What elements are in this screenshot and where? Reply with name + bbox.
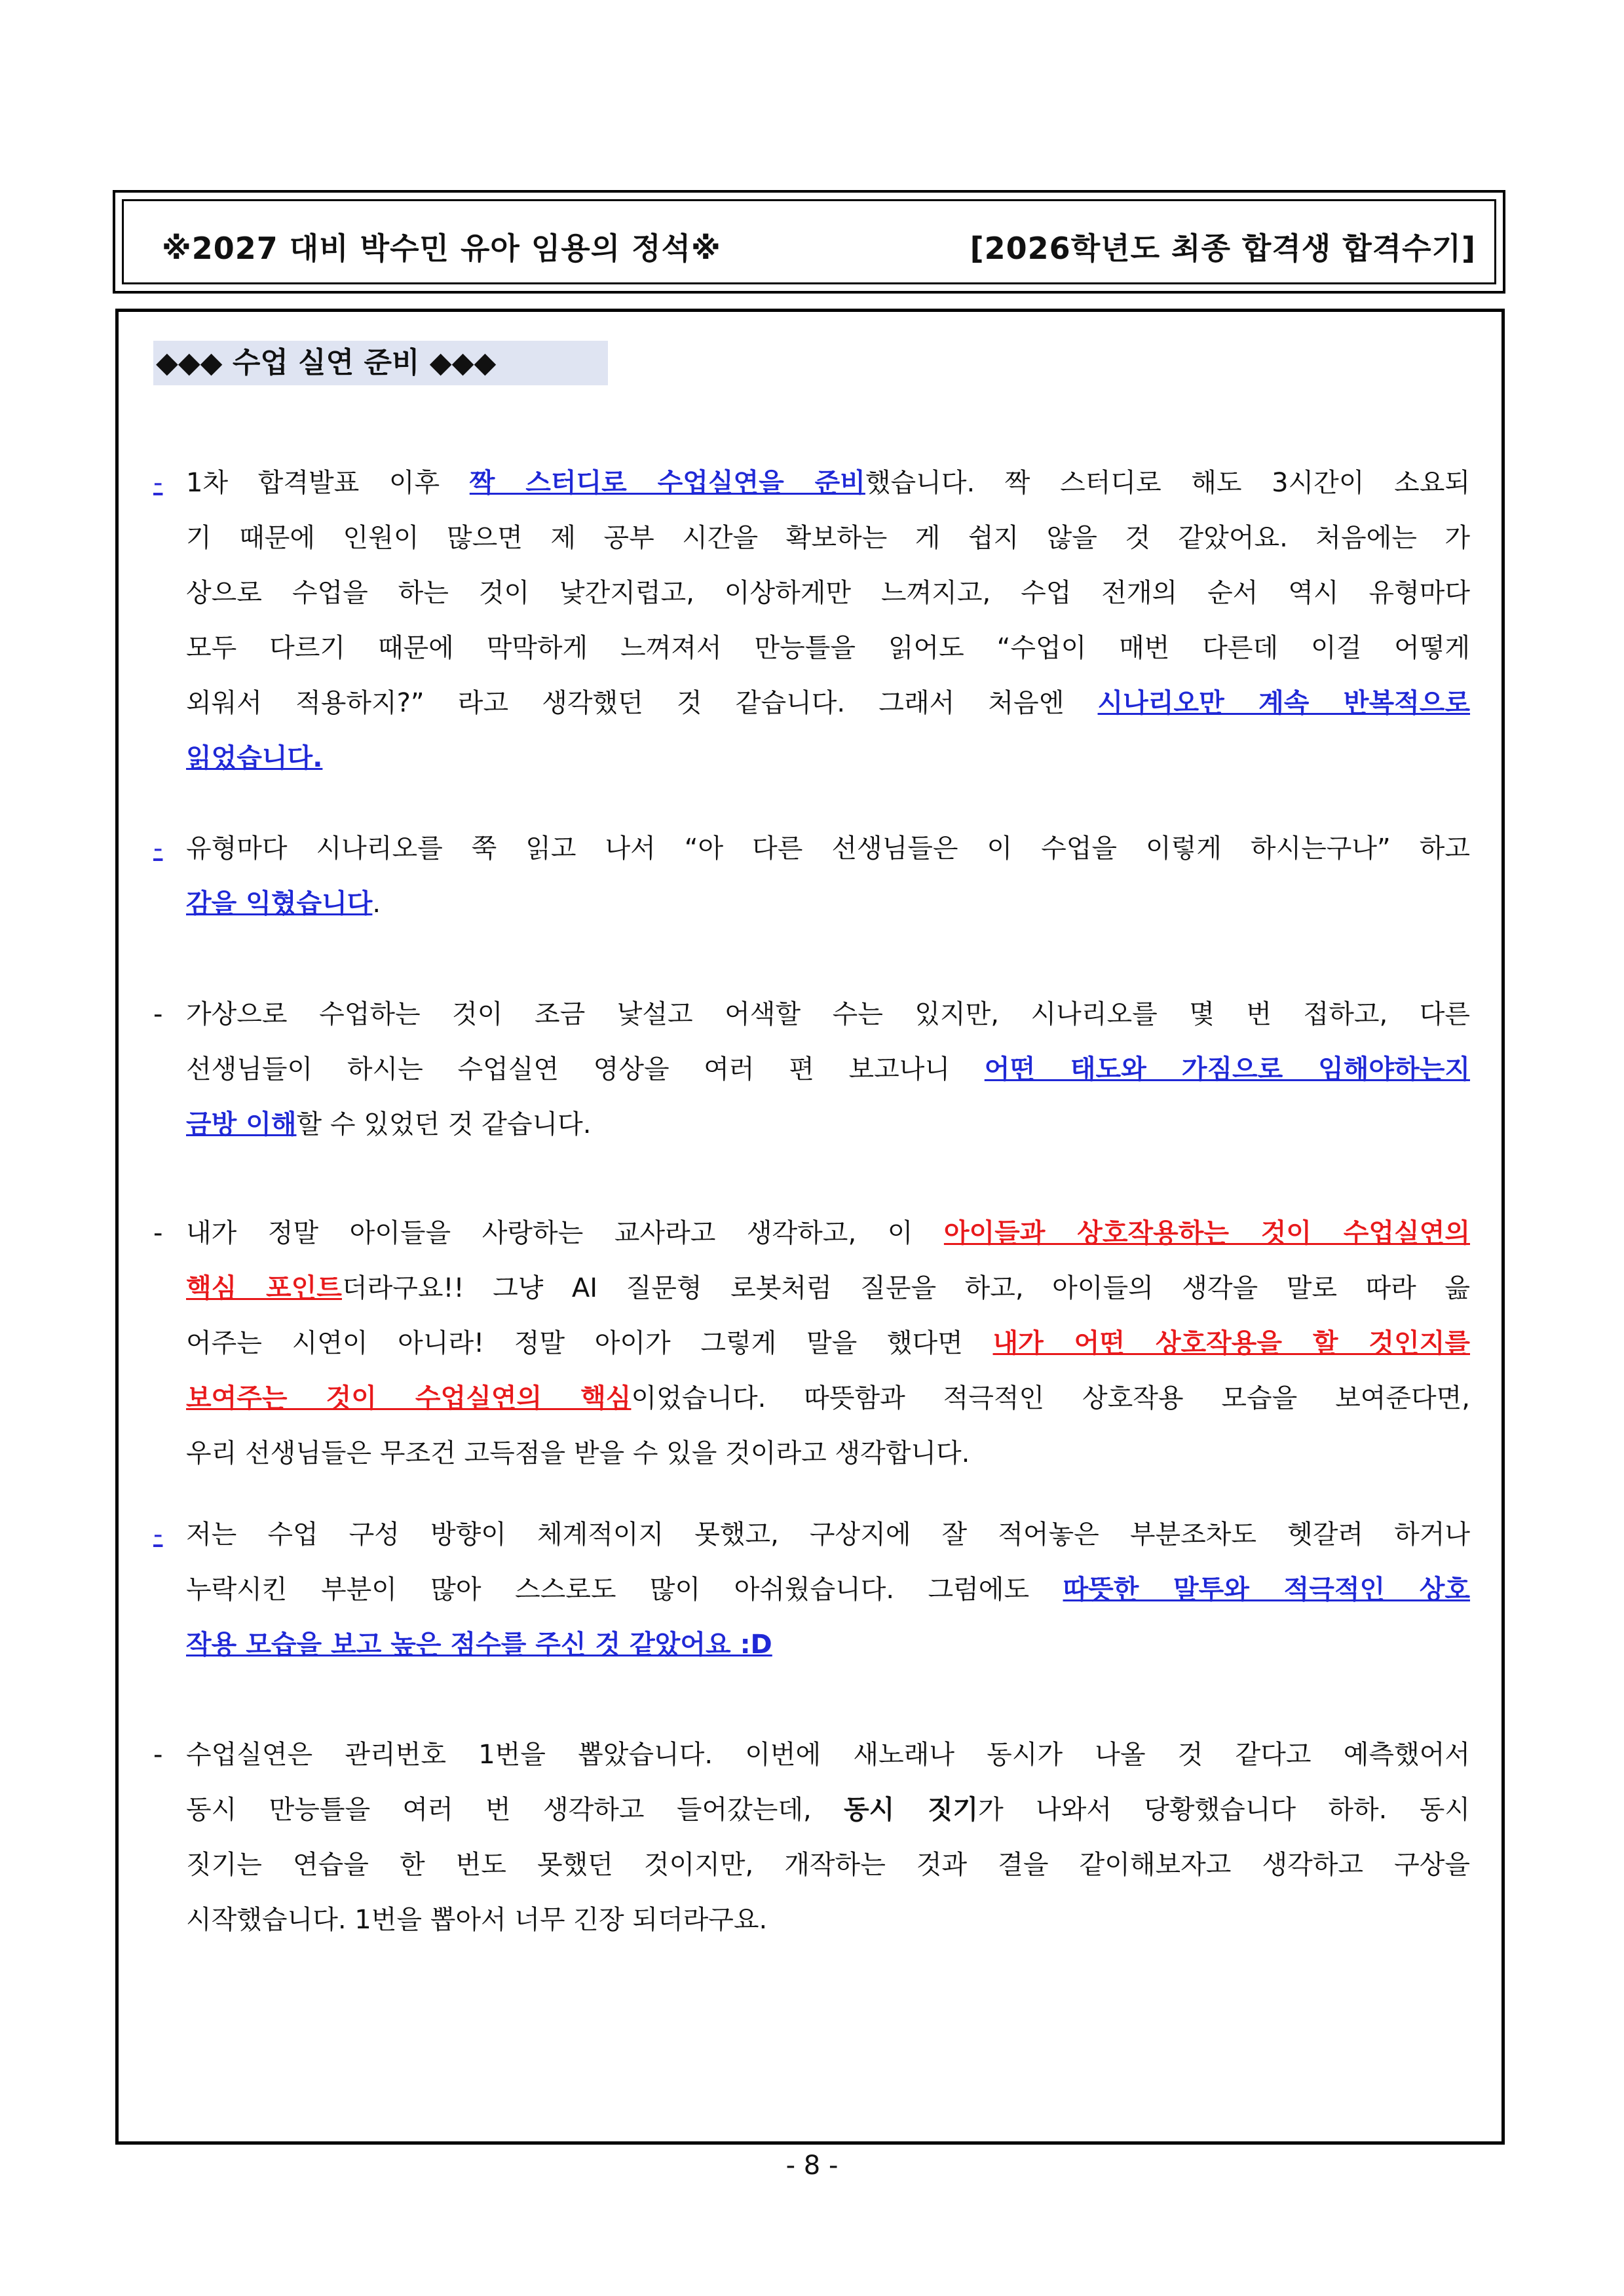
text-line: 내가 정말 아이들을 사랑하는 교사라고 생각하고, 이 아이들과 상호작용하는 것이 수업실연의 bbox=[186, 1218, 1470, 1248]
bullet-marker: - bbox=[153, 468, 163, 498]
bullet-marker: - bbox=[153, 1740, 163, 1770]
bullet-marker: - bbox=[153, 1218, 163, 1248]
text-line: 유형마다 시나리오를 쭉 읽고 나서 “아 다른 선생님들은 이 수업을 이렇게 하시는구나” 하고 bbox=[186, 833, 1470, 864]
text-line: 상으로 수업을 하는 것이 낯간지럽고, 이상하게만 느껴지고, 수업 전개의 순서 역시 유형마다 bbox=[186, 578, 1470, 608]
highlight-red: 보여주는 것이 수업실연의 핵심 bbox=[186, 1383, 632, 1413]
highlight-blue: 금방 이해 bbox=[186, 1109, 297, 1139]
highlight-blue: 따뜻한 말투와 적극적인 상호 bbox=[1063, 1575, 1471, 1605]
bold-text: 동시 짓기 bbox=[844, 1795, 979, 1825]
highlight-blue: 감을 익혔습니다 bbox=[186, 889, 373, 919]
bullet-marker: - bbox=[153, 833, 163, 864]
text-line: 모두 다르기 때문에 막막하게 느껴져서 만능틀을 읽어도 “수업이 매번 다른데 이걸 어떻게 bbox=[186, 633, 1470, 663]
text-line: 보여주는 것이 수업실연의 핵심이었습니다. 따뜻함과 적극적인 상호작용 모습을 보여준다면, bbox=[186, 1383, 1470, 1413]
section-heading: ◆◆◆ 수업 실연 준비 ◆◆◆ bbox=[153, 341, 608, 385]
highlight-blue: 짝 스터디로 수업실연을 준비 bbox=[469, 468, 865, 498]
text-line: 1차 합격발표 이후 짝 스터디로 수업실연을 준비했습니다. 짝 스터디로 해도 3시간이 소요되 bbox=[186, 468, 1470, 498]
text-line: 시작했습니다. 1번을 뽑아서 너무 긴장 되더라구요. bbox=[186, 1905, 768, 1935]
bullet-marker: - bbox=[153, 1520, 163, 1550]
header-box bbox=[113, 190, 1505, 294]
highlight-red: 내가 어떤 상호작용을 할 것인지를 bbox=[992, 1328, 1470, 1358]
highlight-red: 아이들과 상호작용하는 것이 수업실연의 bbox=[943, 1218, 1470, 1248]
highlight-red: 핵심 포인트 bbox=[186, 1273, 342, 1303]
text-line: 금방 이해할 수 있었던 것 같습니다. bbox=[186, 1109, 592, 1139]
highlight-blue: 작용 모습을 보고 높은 점수를 주신 것 같았어요 :D bbox=[186, 1630, 772, 1660]
bullet-marker: - bbox=[153, 999, 163, 1029]
text-line bbox=[186, 731, 1470, 786]
highlight-blue: 시나리오만 계속 반복적으로 bbox=[1097, 688, 1471, 718]
text-line: 선생님들이 하시는 수업실연 영상을 여러 편 보고나니 어떤 태도와 가짐으로 임해야하는지 bbox=[186, 1054, 1470, 1084]
text-line: 핵심 포인트더라구요!! 그냥 AI 질문형 로봇처럼 질문을 하고, 아이들의 생각을 말로 따라 읊 bbox=[186, 1273, 1470, 1303]
text-line: 동시 만능틀을 여러 번 생각하고 들어갔는데, 동시 짓기가 나와서 당황했습니다 하하. 동시 bbox=[186, 1795, 1470, 1825]
text-line: 감을 익혔습니다. bbox=[186, 889, 381, 919]
page-number: - 8 - bbox=[785, 2151, 839, 2181]
text-line: 기 때문에 인원이 많으면 제 공부 시간을 확보하는 게 쉽지 않을 것 같았어요. 처음에는 가 bbox=[186, 523, 1470, 553]
text-line: 누락시킨 부분이 많아 스스로도 많이 아쉬웠습니다. 그럼에도 따뜻한 말투와 적극적인 상호 bbox=[186, 1575, 1471, 1605]
text-line: 짓기는 연습을 한 번도 못했던 것이지만, 개작하는 것과 결을 같이해보자고 생각하고 구상을 bbox=[186, 1850, 1470, 1880]
header-left-title: ※2027 대비 박수민 유아 임용의 정석※ bbox=[162, 231, 721, 266]
header-right-title: [2026학년도 최종 합격생 합격수기] bbox=[970, 231, 1476, 266]
text-line: 우리 선생님들은 무조건 고득점을 받을 수 있을 것이라고 생각합니다. bbox=[186, 1438, 970, 1468]
header-inner-border bbox=[122, 199, 1496, 284]
text-line: 어주는 시연이 아니라! 정말 아이가 그렇게 말을 했다면 내가 어떤 상호작용을 할 것인지를 bbox=[186, 1328, 1470, 1358]
text-line: 수업실연은 관리번호 1번을 뽑았습니다. 이번에 새노래나 동시가 나올 것 같다고 예측했어서 bbox=[186, 1740, 1470, 1770]
text-line: 가상으로 수업하는 것이 조금 낯설고 어색할 수는 있지만, 시나리오를 몇 번 접하고, 다른 bbox=[186, 999, 1470, 1029]
highlight-blue: 읽었습니다. bbox=[186, 743, 323, 773]
text-line bbox=[186, 1617, 1470, 1672]
text-line: 외워서 적용하지?” 라고 생각했던 것 같습니다. 그래서 처음엔 시나리오만 계속 반복적으로 bbox=[186, 688, 1471, 718]
text-line: 저는 수업 구성 방향이 체계적이지 못했고, 구상지에 잘 적어놓은 부분조차도 헷갈려 하거나 bbox=[186, 1520, 1470, 1550]
highlight-blue: 어떤 태도와 가짐으로 임해야하는지 bbox=[984, 1054, 1470, 1084]
